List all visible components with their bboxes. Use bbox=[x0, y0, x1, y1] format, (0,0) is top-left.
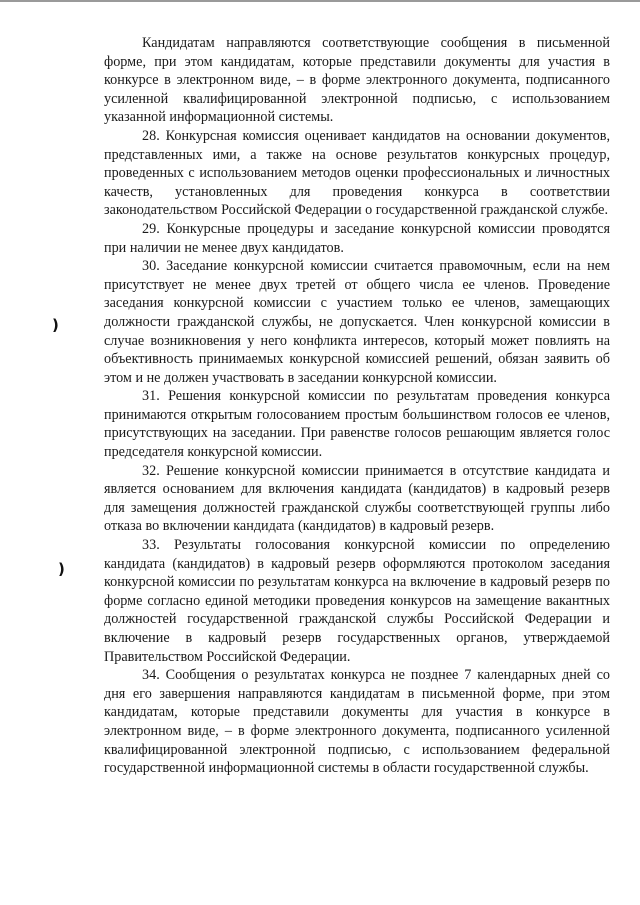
binding-hole-mark: ) bbox=[58, 560, 65, 578]
paragraph-29: 29. Конкурсные процедуры и заседание конкурсной комиссии проводятся при наличии не менее двух кандидатов. bbox=[104, 220, 610, 256]
paragraph-30: 30. Заседание конкурсной комиссии считается правомочным, если на нем присутствует не менее двух третей от общего числа ее членов. Проведение заседания конкурсной комиссии с участием только ее членов, замещающих должности гражданской службы, не допускается. Член конкурсной комиссии в случае возникновения у него конфликта интересов, который может повлиять на объективность принимаемых конкурсной комиссией решений, обязан заявить об этом и не должен участвовать в заседании конкурсной комиссии. bbox=[104, 258, 610, 386]
page-top-edge bbox=[0, 0, 640, 2]
paragraph-notification-intro: Кандидатам направляются соответствующие сообщения в письменной форме, при этом кандидатам, которые представили документы для участия в конкурсе в электронном виде, – в форме электронного документа, подписанного усиленной квалифицированной электронной подписью, с использованием указанной информационной системы. bbox=[104, 35, 610, 126]
paragraph-32: 32. Решение конкурсной комиссии принимается в отсутствие кандидата и является основанием для включения кандидата (кандидатов) в кадровый резерв для замещения должностей гражданской службы соответствующей группы либо отказа во включении кандидата (кандидатов) в кадровый резерв. bbox=[104, 462, 610, 535]
document-body bbox=[104, 34, 610, 778]
paragraph-31: 31. Решения конкурсной комиссии по результатам проведения конкурса принимаются открытым голосованием простым большинством голосов ее членов, присутствующих на заседании. При равенстве голосов решающим является голос председателя конкурсной комиссии. bbox=[104, 388, 610, 461]
paragraph-28: 28. Конкурсная комиссия оценивает кандидатов на основании документов, представленных ими, а также на основе результатов конкурсных процедур, проведенных с использованием методов оценки профессиональных и личностных качеств, установленных для проведения конкурса в соответствии законодательством Российской Федерации о государственной гражданской службе. bbox=[104, 127, 610, 219]
paragraph-34: 34. Сообщения о результатах конкурса не позднее 7 календарных дней со дня его завершения направляются кандидатам в письменной форме, при этом кандидатам, которые представили документы для участия в конкурсе в электронном виде, – в форме электронного документа, подписанного усиленной квалифицированной электронной подписью, с использованием федеральной государственной информационной системы в области государственной службы. bbox=[104, 667, 610, 777]
paragraph-33: 33. Результаты голосования конкурсной комиссии по определению кандидата (кандидатов) в кадровый резерв оформляются протоколом заседания конкурсной комиссии по результатам конкурса на включение в кадровый резерв по форме согласно единой методики проведения конкурсов на замещение вакантных должностей государственной гражданской службы Российской Федерации и включение в кадровый резерв государственных органов, утверждаемой Правительством Российской Федерации. bbox=[104, 537, 610, 665]
binding-hole-mark: ) bbox=[52, 316, 59, 334]
